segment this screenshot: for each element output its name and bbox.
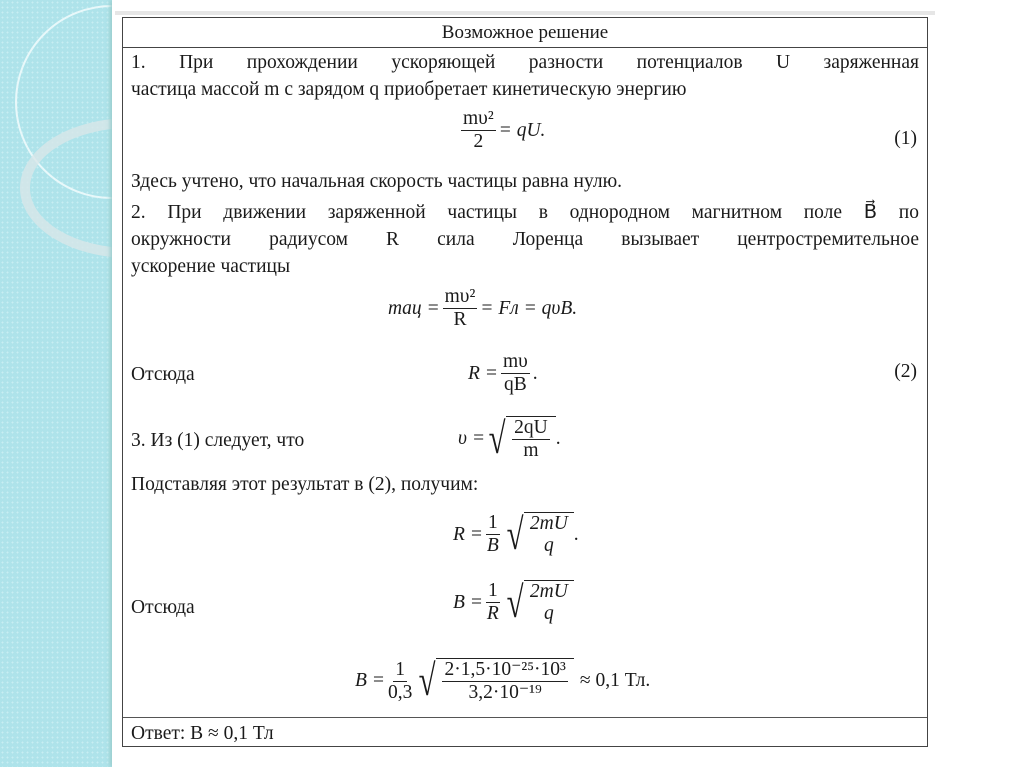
- text-line: 2. При движении заряженной частицы в однородном магнитном поле B⃗ по: [131, 202, 919, 223]
- sqrt: √ 2mU q: [503, 512, 574, 557]
- sqrt: √ $\frac{2qU}{m}$: [485, 416, 556, 462]
- answer: Ответ: B ≈ 0,1 Тл: [131, 723, 274, 744]
- lhs: maц =: [388, 297, 440, 319]
- text-line: 3. Из (1) следует, что: [131, 430, 305, 451]
- denominator: 0,3: [387, 681, 413, 703]
- lhs: B =: [355, 670, 385, 691]
- numerator: 1: [395, 658, 406, 680]
- table-header: Возможное решение: [123, 18, 927, 48]
- solution-table: [122, 17, 928, 747]
- rhs: = qU.: [498, 119, 546, 141]
- equation-velocity: [458, 416, 561, 462]
- equation-number: (1): [894, 128, 917, 149]
- numerator: 2mU: [529, 581, 568, 602]
- lhs: R =: [468, 362, 498, 384]
- rhs: .: [573, 523, 579, 545]
- denominator: qB: [503, 374, 527, 395]
- rhs: .: [555, 428, 561, 449]
- numerator: mυ: [502, 351, 528, 372]
- rhs: .: [532, 362, 538, 384]
- rhs: ≈ 0,1 Тл.: [579, 670, 651, 691]
- equation-radius: [453, 509, 579, 559]
- equation-2: [468, 351, 538, 396]
- numerator: mυ²: [463, 108, 494, 129]
- sqrt: √ 2mU q: [503, 580, 574, 625]
- slide-background-decoration: [0, 0, 112, 767]
- denominator: B: [486, 535, 499, 556]
- lhs: B =: [453, 591, 483, 613]
- text-line: окружности радиусом R сила Лоренца вызывает центростремительное: [131, 229, 919, 250]
- denominator: q: [543, 535, 554, 556]
- text-line: Отсюда: [131, 597, 195, 618]
- denominator: q: [543, 603, 554, 624]
- denominator: R: [486, 603, 499, 624]
- lhs: R =: [453, 523, 483, 545]
- equation-1: [458, 108, 545, 153]
- text-line: 1. При прохождении ускоряющей разности потенциалов U заряженная: [131, 52, 919, 73]
- numerator: 2mU: [529, 513, 568, 534]
- text-line: частица массой m с зарядом q приобретает кинетическую энергию: [131, 79, 687, 100]
- equation-numeric: [355, 658, 650, 704]
- equation-lorentz: [388, 286, 577, 331]
- numerator: 2·1,5·10⁻²⁵·10³: [444, 659, 566, 680]
- denominator: 2: [473, 131, 484, 152]
- text-line: Отсюда: [131, 364, 195, 385]
- denominator: R: [453, 309, 467, 330]
- text-line: Здесь учтено, что начальная скорость частицы равна нулю.: [131, 171, 623, 192]
- denominator: 3,2·10⁻¹⁹: [468, 682, 542, 703]
- text-line: Подставляя этот результат в (2), получим:: [131, 474, 479, 495]
- equation-number: (2): [894, 361, 917, 382]
- numerator: 2qU: [514, 417, 548, 438]
- top-bar: [115, 11, 935, 15]
- text-line: ускорение частицы: [131, 256, 291, 277]
- numerator: 1: [487, 580, 498, 601]
- equation-field: [453, 577, 574, 627]
- denominator: m: [523, 440, 539, 461]
- numerator: 1: [487, 512, 498, 533]
- numerator: mυ²: [444, 286, 476, 307]
- rhs: = Fл = qυB.: [480, 297, 578, 319]
- sqrt: √ $\frac{\text{2·1,5·10⁻²⁵·10³}}{\text{3,2·10⁻¹⁹}}$: [415, 658, 574, 704]
- divider: [123, 717, 927, 718]
- lhs: υ =: [458, 428, 485, 449]
